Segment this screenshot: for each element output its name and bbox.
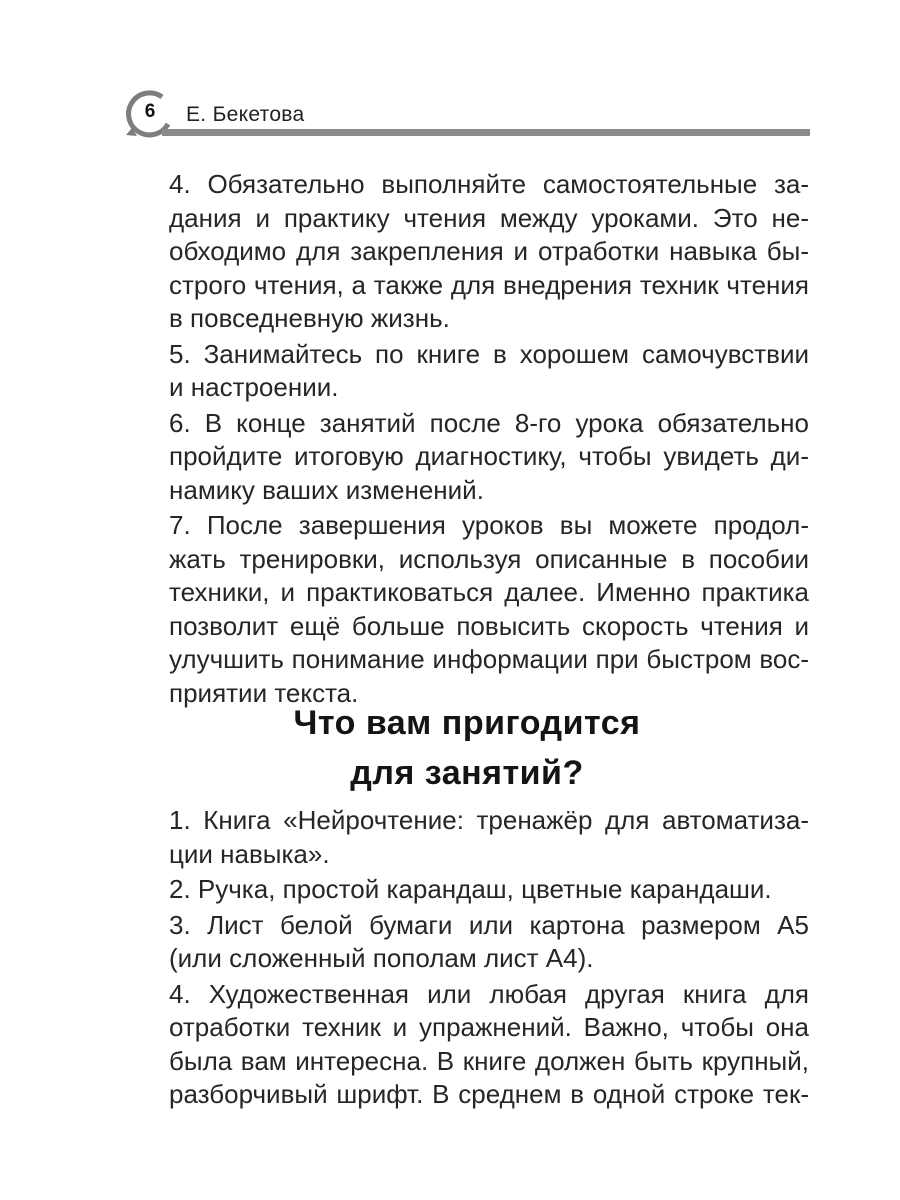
text-line: обходимо для закрепления и отработки навыка бы-: [169, 236, 809, 266]
text-line: 4. Обязательно выполняйте самостоятельные за-: [169, 169, 809, 199]
section-heading-line: Что вам пригодится: [293, 704, 641, 742]
text-line: ции навыка».: [169, 838, 330, 869]
paragraph: [125, 509, 809, 710]
text-line: намику ваших изменений.: [169, 474, 484, 505]
text-line: 5. Занимайтесь по книге в хорошем самочувствии: [169, 338, 809, 369]
text-line: приятии текста.: [169, 677, 359, 708]
text-line: 4. Художественная или любая другая книга для: [169, 978, 809, 1009]
text-line: позволит ещё больше повысить скорость чтения и: [169, 610, 809, 641]
text-line: 3. Лист белой бумаги или картона размером А5: [169, 909, 809, 940]
paragraph: [125, 338, 809, 405]
text-line: разборчивый шрифт. В среднем в одной строке тек-: [169, 1079, 809, 1109]
body-text-bottom: [125, 804, 809, 1114]
page-number: 6: [144, 101, 156, 122]
text-line: 1. Книга «Нейрочтение: тренажёр для автоматиза-: [169, 805, 809, 835]
text-line: отработки техник и упражнений. Важно, чтобы она: [169, 1012, 809, 1042]
text-line: (или сложенный пополам лист А4).: [169, 943, 594, 973]
text-line: техники, и практиковаться далее. Именно практика: [169, 577, 809, 607]
paragraph: [125, 978, 809, 1112]
text-line: и настроении.: [169, 372, 339, 402]
paragraph: [125, 168, 809, 336]
text-line: 2. Ручка, простой карандаш, цветные карандаши.: [169, 874, 772, 904]
text-line: пройдите итоговую диагностику, чтобы увидеть ди-: [169, 441, 809, 471]
paragraph: [125, 804, 809, 871]
text-line: дания и практику чтения между уроками. Это не-: [169, 202, 809, 233]
text-line: жать тренировки, используя описанные в пособии: [169, 543, 809, 574]
text-line: 6. В конце занятий после 8-го урока обязательно: [169, 407, 809, 438]
paragraph: [125, 407, 809, 508]
text-line: строго чтения, а также для внедрения техник чтения: [169, 269, 809, 300]
header-rule: [162, 129, 810, 136]
paragraph: [125, 873, 809, 907]
body-text-top: [125, 168, 809, 712]
running-header: [122, 88, 812, 142]
text-line: в повседневную жизнь.: [169, 303, 450, 333]
text-line: 7. После завершения уроков вы можете продол-: [169, 510, 809, 540]
running-header-author: Е. Бекетова: [186, 103, 305, 126]
text-line: была вам интересна. В книге должен быть крупный,: [169, 1045, 809, 1076]
paragraph: [125, 909, 809, 976]
section-heading: [125, 698, 809, 798]
section-heading-line: для занятий?: [350, 754, 584, 792]
text-line: улучшить понимание информации при быстром вос-: [169, 644, 809, 674]
